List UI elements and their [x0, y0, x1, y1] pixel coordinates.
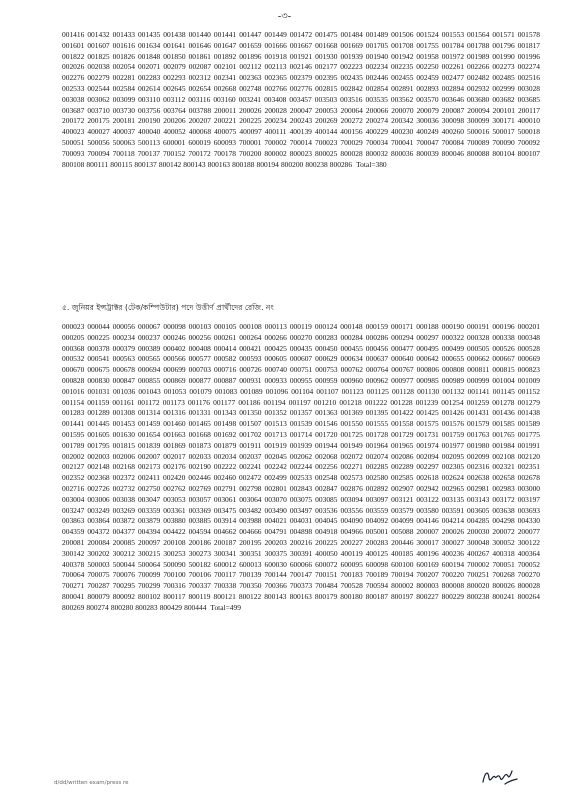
signature-icon — [481, 766, 519, 788]
section2-total: Total=499 — [210, 602, 241, 612]
section1-registration-numbers — [62, 30, 540, 170]
section2-registration-numbers — [62, 322, 540, 614]
section2-heading: ৫. জুনিয়র ইন্সট্রাক্টর (টেক/কম্পিউটার) পদে উত্তীর্ণ প্রার্থীদের রেজি. নং — [62, 303, 274, 312]
section2-numbers: 000023 000044 000056 000067 000098 000103 000105 000108 000113 000119 000124 000148 000159 000171 000188 000190 000191 000196 000201 000205 000225 000234 000237 000246 000256 000261 000264 000266 000270 000283 000284 000286 000294 000297 000322 000328 000338 000348 000368 000378 000379 000389 000402 000408 000414 000421 000425 000435 000450 000455 000456 000477 000495 000499 000505 000526 000528 000532 000541 000563 000565 000566 000577 000582 000593 000605 000607 000629 000634 000637 000640 000642 000655 000662 000667 000669 000670 000675 000678 000694 000699 000703 000716 000726 000740 000751 000753 000762 000764 000767 000806 000808 000811 000815 000823 000828 000830 000847 000855 000869 000877 000887 000931 000933 000955 000959 000960 000962 000977 000985 000989 000999 001004 001009 001016 001031 001036 001043 001053 001079 001083 001089 001096 001104 001107 001123 001125 001128 001130 001132 001141 001145 001152 001154 001159 001161 001172 001173 001176 001177 001186 001194 001197 001210 001218 001222 001228 001239 001254 001259 001278 001279 001283 001289 001308 001314 001316 001331 001343 001350 001352 001357 001363 001369 001395 001422 001425 001426 001431 001436 001438 001441 001445 001453 001459 001460 001465 001498 001507 001513 001539 001546 001550 001555 001558 001575 001576 001579 001585 001589 001595 001605 001630 001654 001663 001668 001692 001702 001713 001714 001720 001725 001728 001729 001731 001759 001763 001765 001775 001789 001795 001815 001839 001869 001873 001879 001911 001919 001939 001944 001949 001964 001965 001974 001977 001980 001984 001991 002002 002003 002006 002007 002017 002033 002034 002037 002045 002062 002068 002072 002074 002086 002094 002095 002099 002108 002120 002127 002148 002168 002173 002176 002190 002222 002241 002242 002244 002256 002271 002285 002289 002297 002305 002316 002321 002351 002352 002368 002372 002411 002420 002446 002460 002472 002499 002533 002548 002573 002580 002585 002618 002624 002638 002658 002678 002716 002726 002732 002750 002762 002769 002791 002798 002801 002843 002847 002876 002892 002907 002942 002965 002981 002983 003000 003004 003006 003038 003047 003053 003057 003061 003064 003070 003075 003085 003094 003097 003121 003122 003135 003143 003172 003197 003247 003249 003269 003359 003361 003369 003475 003482 003490 003497 003536 003556 003559 003579 003580 003591 003605 003638 003693 003863 003864 003872 003879 003880 003885 003914 003988 004021 004031 004045 004090 004092 004099 004146 004214 004285 004298 004330 004359 004372 004377 004394 004422 004594 004662 004666 004791 004898 004918 004966 005001 005088 200007 200026 200030 200072 200077 200081 200084 200085 200097 200108 200186 200187 200195 200203 200216 200225 200227 200283 200446 300017 300027 300048 300052 300122 300142 300202 300212 300215 300253 300273 300341 300351 300375 300391 400050 400119 400125 400185 400196 400236 400267 400318 400364 400378 500003 500044 500064 500090 500182 600012 600013 600030 600066 600072 600095 600098 600100 600169 600194 700002 700051 700052 700064 700075 700076 700099 700100 700106 700117 700139 700144 700147 700151 700183 700189 700194 700207 700220 700251 700268 700270 700271 700287 700295 700299 700316 700337 700338 700350 700366 700373 700484 700528 700594 800002 800003 800008 800020 800026 800028 800041 800079 800092 800102 800117 800119 800121 800122 800143 800163 800179 800180 800187 800197 800227 800229 800238 800241 800264 800269 800274 800280 800283 800429 800444 — [62, 322, 540, 612]
section1-total: Total=380 — [356, 159, 387, 169]
page-number: -৩- — [277, 11, 292, 22]
section1-numbers: 001416 001432 001433 001435 001438 001440 001441 001447 001449 001472 001475 001484 001489 001506 001524 001553 001564 001571 001578 001601 001607 001616 001634 001641 001646 001647 001659 001666 001667 001668 001669 001705 001708 001755 001784 001788 001796 001817 001822 001825 001826 001848 001850 001861 001892 001896 001918 001921 001930 001939 001940 001942 001958 001972 001989 001990 001996 002026 002038 002054 002071 002079 002087 002101 002112 002113 002146 002177 002223 002234 002235 002250 002261 002266 002273 002274 002276 002279 002281 002283 002293 002312 002341 002363 002365 002379 002395 002435 002446 002455 002459 002477 002482 002485 002516 002533 002544 002584 002614 002645 002654 002668 002748 002766 002776 002815 002842 002854 002891 002893 002894 002932 002999 003028 003038 003062 003099 003110 003112 003116 003160 003241 003408 003457 003503 003516 003535 003562 003570 003646 003680 003682 003685 003687 003710 003730 003756 003764 003788 200011 200026 200028 200047 200053 200064 200066 200070 200079 200087 200094 200101 200117 200172 200175 200181 200190 200206 200207 200221 200225 200234 200243 200269 200272 200274 200342 300036 300098 300099 300171 400010 400023 400027 400037 400040 400052 400068 400075 400097 400111 400139 400144 400156 400229 400230 400249 400260 500016 500017 500018 500051 500056 500063 500113 600001 600019 600093 700001 700002 700014 700023 700029 700034 700041 700047 700084 700089 700090 700092 700093 700094 700118 700137 700152 700172 700178 700200 800002 800023 800025 800028 800032 800036 800039 800046 800088 800104 800107 800108 800111 800115 800137 800142 800143 800163 800188 800194 800200 800238 800286 — [62, 30, 540, 169]
footer-file-path: d/dd/written exam/press re — [54, 780, 129, 786]
